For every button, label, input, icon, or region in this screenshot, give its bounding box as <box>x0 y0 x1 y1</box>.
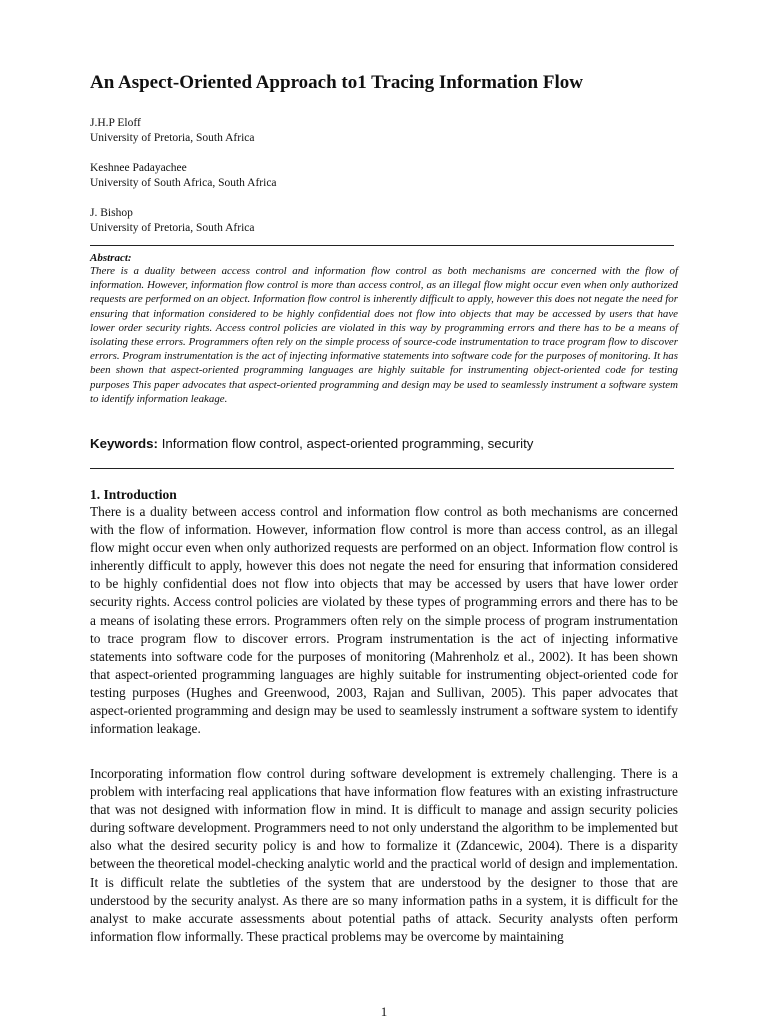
author-affiliation: University of Pretoria, South Africa <box>90 222 255 234</box>
page-number: 1 <box>380 1004 388 1019</box>
author-block <box>90 206 277 236</box>
keywords-text: Information flow control, aspect-oriented programming, security <box>161 436 534 451</box>
bottom-divider <box>90 468 674 469</box>
author-block <box>90 161 277 191</box>
author-name: J. Bishop <box>90 207 133 219</box>
author-affiliation: University of South Africa, South Africa <box>90 177 277 189</box>
author-list <box>90 116 277 251</box>
abstract-heading: Abstract: <box>90 252 132 264</box>
author-affiliation: University of Pretoria, South Africa <box>90 132 255 144</box>
author-block <box>90 116 277 146</box>
body-paragraph: Incorporating information flow control during software development is extremely challenging. There is a problem with interfacing real applications that have information flow features with an existing infrastructure that was not designed with information flow in mind. It is difficult to manage and assign security policies during software development. Programmers need to not only understand the algorithm to be implemented but also what the desired security policy is and how to formalize it (Zdancewic, 2004). There is a disparity between the theoretical model-checking analytic world and the practical world of design and implementation. It is difficult relate the subtleties of the system that are understood by the designer to those that are understood by the security analyst. As there are so many information paths in a system, it is difficult for the analyst to make accurate assessments about potential paths of attack. Security analysts often perform information flow informally. These practical problems may be overcome by maintaining <box>90 766 678 944</box>
keywords-line <box>90 436 533 451</box>
abstract-text: There is a duality between access control and information flow control as both mechanisms are concerned with the flow of information. However, information flow control is more than access control, as an illegal flow might occur even when only authorized requests are performed on an object. Information flow control is inherently difficult to apply, however this does not negate the need for ensuring that information considered to be highly confidential does not flow into objects that may be accessed by users that have lower order security rights. Access control policies are violated in this way by programming errors and there has to be a means of isolating these errors. Programmers often rely on the simple process of source-code instrumentation to trace program flow to discover errors. Program instrumentation is the act of injecting informative statements into software code for the purposes of monitoring. It has been shown that aspect-oriented programming languages are highly suitable for instrumenting object-oriented code for testing purposes This paper advocates that aspect-oriented programming and design may be used to seamlessly instrument a software system to identify information leakage. <box>90 265 678 405</box>
author-name: Keshnee Padayachee <box>90 162 187 174</box>
paper-title: An Aspect-Oriented Approach to1 Tracing Information Flow <box>90 72 583 93</box>
top-divider <box>90 245 674 246</box>
section-heading: 1. Introduction <box>90 487 177 502</box>
author-name: J.H.P Eloff <box>90 117 141 129</box>
body-paragraph: There is a duality between access control and information flow control as both mechanisms are concerned with the flow of information. However, information flow control is more than access control, as an illegal flow might occur even when only authorized requests are performed on an object. Information flow control is inherently difficult to apply, however this does not negate the need for ensuring that information considered to be highly confidential does not flow into objects that may be accessed by users that have lower order security rights. Access control policies are violated by these types of programming errors and there has to be a means of isolating these errors. Programmers often rely on the simple process of program instrumentation to trace program flow to discover errors. Program instrumentation is the act of injecting informative statements into software code for the purposes of monitoring (Mahrenholz et al., 2002). It has been shown that aspect-oriented programming languages are highly suitable for instrumenting object-oriented code for testing purposes (Hughes and Greenwood, 2003, Rajan and Sullivan, 2005). This paper advocates that aspect-oriented programming and design may be used to seamlessly instrument a software system to identify information leakage. <box>90 504 678 737</box>
keywords-label: Keywords: <box>90 436 158 451</box>
